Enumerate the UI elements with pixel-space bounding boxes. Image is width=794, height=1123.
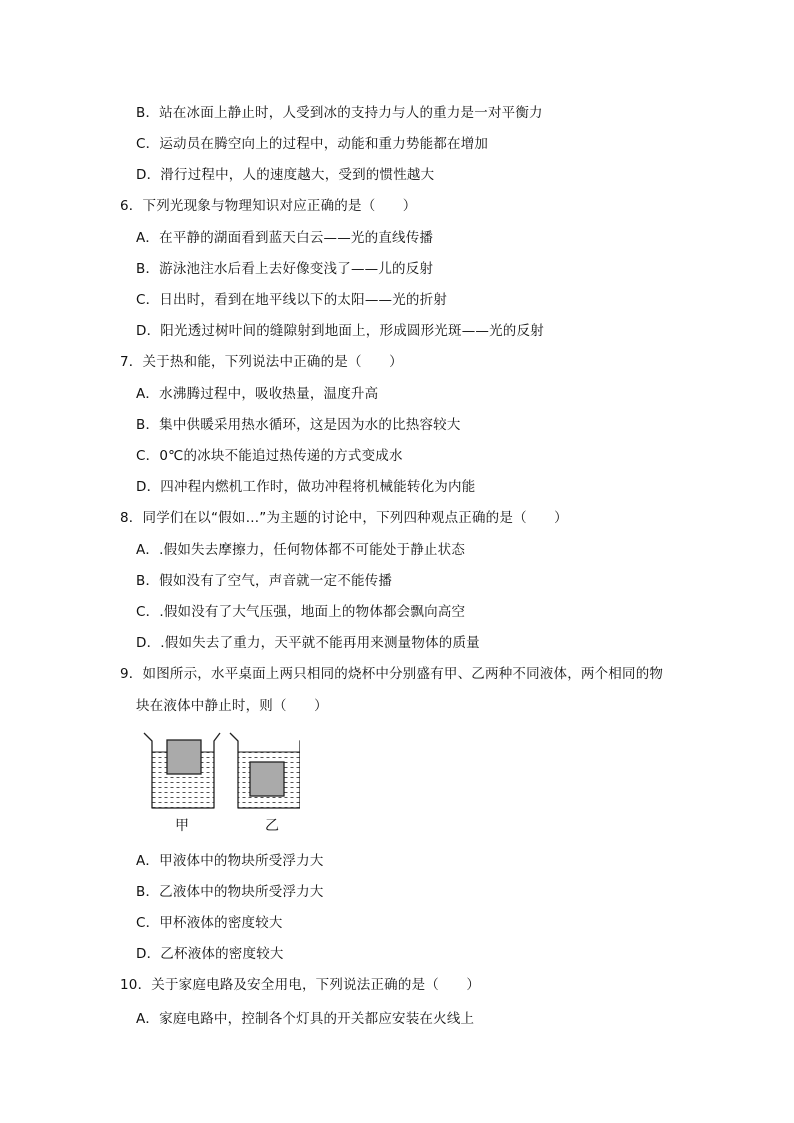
- beakers-figure: [140, 730, 300, 840]
- q8-option-a: A．.假如失去摩擦力，任何物体都不可能处于静止状态: [136, 542, 466, 558]
- q7-option-a: A．水沸腾过程中，吸收热量，温度升高: [136, 386, 379, 402]
- q7-option-d: D．四冲程内燃机工作时，做功冲程将机械能转化为内能: [136, 479, 476, 495]
- label-yi: 乙: [265, 818, 279, 834]
- q8-option-c: C．.假如没有了大气压强，地面上的物体都会飘向高空: [136, 604, 466, 620]
- block-yi: [250, 762, 284, 796]
- q6-stem: 6．下列光现象与物理知识对应正确的是（ ）: [120, 198, 417, 214]
- q9-option-d: D．乙杯液体的密度较大: [136, 946, 284, 962]
- q6-option-c: C．日出时，看到在地平线以下的太阳——光的折射: [136, 292, 448, 308]
- q9-option-c: C．甲杯液体的密度较大: [136, 915, 283, 931]
- q9-stem-continued: 块在液体中静止时，则（ ）: [136, 698, 328, 714]
- q10-option-a: A．家庭电路中，控制各个灯具的开关都应安装在火线上: [136, 1011, 475, 1027]
- q7-option-c: C．0℃的冰块不能追过热传递的方式变成水: [136, 448, 403, 464]
- q8-stem: 8．同学们在以“假如…”为主题的讨论中，下列四种观点正确的是（ ）: [120, 510, 568, 526]
- q6-option-b: B．游泳池注水后看上去好像变浅了——儿的反射: [136, 261, 434, 277]
- q9-option-a: A．甲液体中的物块所受浮力大: [136, 853, 324, 869]
- q9-option-b: B．乙液体中的物块所受浮力大: [136, 884, 324, 900]
- label-jia: 甲: [175, 818, 189, 834]
- beaker-yi: [230, 733, 300, 808]
- block-jia: [167, 740, 201, 774]
- q9-stem: 9．如图所示，水平桌面上两只相同的烧杯中分别盛有甲、乙两种不同液体，两个相同的物: [120, 666, 664, 682]
- q7-option-b: B．集中供暖采用热水循环，这是因为水的比热容较大: [136, 417, 461, 433]
- q10-stem: 10．关于家庭电路及安全用电，下列说法正确的是（ ）: [120, 977, 481, 993]
- q6-option-d: D．阳光透过树叶间的缝隙射到地面上，形成圆形光斑——光的反射: [136, 323, 544, 339]
- beaker-jia: [144, 733, 220, 808]
- q6-option-a: A．在平静的湖面看到蓝天白云——光的直线传播: [136, 230, 434, 246]
- q5-option-c: C．运动员在腾空向上的过程中，动能和重力势能都在增加: [136, 136, 489, 152]
- q8-option-b: B．假如没有了空气，声音就一定不能传播: [136, 573, 393, 589]
- q5-option-b: B．站在冰面上静止时，人受到冰的支持力与人的重力是一对平衡力: [136, 105, 543, 121]
- q5-option-d: D．滑行过程中，人的速度越大，受到的惯性越大: [136, 167, 435, 183]
- q8-option-d: D．.假如失去了重力，天平就不能再用来测量物体的质量: [136, 635, 480, 651]
- q7-stem: 7．关于热和能，下列说法中正确的是（ ）: [120, 354, 403, 370]
